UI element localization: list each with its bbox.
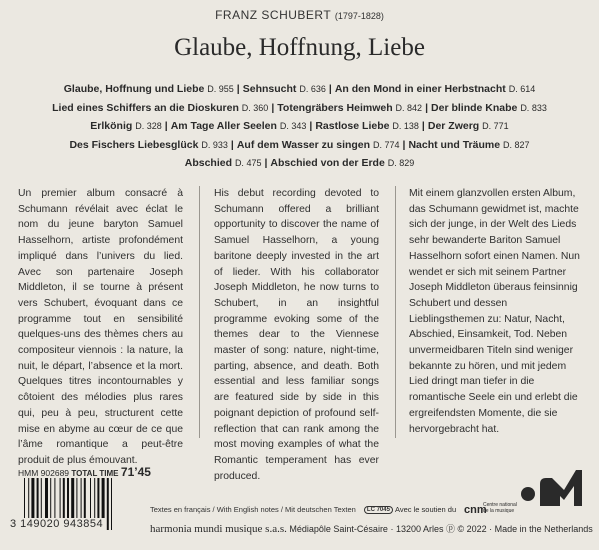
track-title: Auf dem Wasser zu singen xyxy=(236,138,371,151)
track-catalog: D. 833 xyxy=(520,102,547,113)
track-item xyxy=(69,139,227,151)
track-item xyxy=(335,83,535,95)
label-name: harmonia mundi musique s.a.s. xyxy=(150,523,287,535)
track-title: Lied eines Schiffers an die Dioskuren xyxy=(52,101,239,114)
track-item xyxy=(171,120,307,132)
track-title: Sehnsucht xyxy=(242,83,297,95)
track-title: Nacht und Träume xyxy=(408,138,501,151)
label-line xyxy=(150,522,593,535)
track-catalog: D. 771 xyxy=(482,121,509,131)
track-separator: | xyxy=(328,83,332,95)
track-catalog: D. 343 xyxy=(279,121,307,131)
cnm-logo-icon xyxy=(520,460,586,512)
track-title: Erlkönig xyxy=(90,120,133,132)
track-catalog: D. 614 xyxy=(508,84,536,94)
track-item xyxy=(52,102,268,114)
track-item xyxy=(315,120,419,132)
track-catalog: D. 827 xyxy=(503,139,530,150)
tracklist xyxy=(20,80,579,173)
track-title: Rastlose Liebe xyxy=(315,120,390,132)
languages-text: Textes en français / With English notes / Mit deutschen Texten xyxy=(150,505,356,514)
track-separator: | xyxy=(164,120,168,132)
track-title: An den Mond in einer Herbstnacht xyxy=(334,83,506,95)
track-title: Am Tage Aller Seelen xyxy=(170,120,277,132)
track-item xyxy=(90,120,161,132)
track-item xyxy=(431,102,547,114)
support-note: Avec le soutien du xyxy=(395,505,457,514)
composer-header xyxy=(0,8,599,22)
languages-note xyxy=(150,505,393,514)
track-catalog: D. 933 xyxy=(201,139,228,150)
barcode-bar xyxy=(111,478,112,530)
track-catalog: D. 955 xyxy=(207,84,234,94)
track-item xyxy=(277,102,422,114)
track-item xyxy=(270,157,414,169)
album-title: Glaube, Hoffnung, Liebe xyxy=(174,34,425,61)
track-separator: | xyxy=(425,101,429,114)
track-separator: | xyxy=(309,120,313,132)
track-catalog: D. 842 xyxy=(395,102,423,113)
track-item xyxy=(64,83,234,95)
notes-english: His debut recording devoted to Schumann offered a brilliant opportunity to discover the name of Samuel Hasselhorn, a young baritone deeply invested in the art of lieder. With his collaborator Joseph Middleton, he now turns to Schubert, in an insightful programme evoking some of the themes dear to the Viennese master of song: nature, night-time, parting, absence, and death. Both essential and less familiar songs are featured side by side in this poignant depiction of profound self-reflection that can rank among the most moving examples of what the Romantic temperament has ever produced. xyxy=(214,188,379,482)
notes-french: Un premier album consacré à Schumann révélait avec éclat le nom du jeune baryton Samuel Hasselhorn, artiste profondément impliqué dans l’univers du lied. Avec son partenaire Joseph Middleton, il se tourne à présent vers Schubert, évoquant dans ce programme tout en sensibilité quelques-uns des thèmes chers au compositeur viennois : la nature, la nuit, le départ, l’absence et la mort. Quelques titres incontournables y côtoient des mélodies plus rares qui, peu à peu, structurent cette mise en abyme au cœur de ce que l’âme romantique a peut-être produit de plus émouvant. xyxy=(18,188,183,466)
track-item xyxy=(185,157,262,169)
cnm-small-logo-text: cnm xyxy=(464,504,487,516)
track-separator: | xyxy=(230,138,234,151)
cnm-small-text: Centre national de la musique xyxy=(483,502,517,514)
track-catalog: D. 360 xyxy=(241,102,269,113)
tracklist-line xyxy=(20,99,579,118)
tracklist-line xyxy=(20,80,579,99)
track-item xyxy=(408,139,529,151)
track-catalog: D. 636 xyxy=(299,84,326,94)
tracklist-line xyxy=(20,136,579,155)
track-item xyxy=(237,139,400,151)
label-code-logo: LC 7045 xyxy=(364,506,393,514)
track-title: Der Zwerg xyxy=(427,120,480,132)
track-title: Abschied von der Erde xyxy=(270,157,385,169)
track-title: Totengräbers Heimweh xyxy=(277,101,393,114)
track-catalog: D. 774 xyxy=(372,139,400,150)
track-title: Glaube, Hoffnung und Liebe xyxy=(63,83,205,95)
tracklist-line xyxy=(20,117,579,136)
track-title: Des Fischers Liebesglück xyxy=(69,138,199,151)
label-address: Médiapôle Saint-Césaire · 13200 Arles xyxy=(289,524,444,534)
track-catalog: D. 138 xyxy=(392,121,419,131)
total-time-label: TOTAL TIME xyxy=(71,469,119,478)
track-catalog: D. 829 xyxy=(387,158,415,168)
track-title: Abschied xyxy=(184,157,233,169)
track-separator: | xyxy=(271,101,275,114)
track-separator: | xyxy=(236,83,240,95)
track-separator: | xyxy=(421,120,425,132)
notes-german: Mit einem glanzvollen ersten Album, das Schumann gewidmet ist, machte sich der junge, in der Welt des Lieds sehr bewanderte Bariton Samuel Hasselhorn sofort einen Namen. Nun wendet er sich mit seinem Partner Joseph Middleton überaus feinsinnig Schubert und dessen Lieblingsthemen zu: Natur, Nacht, Abschied, Einsamkeit, Tod. Neben unvermeidbaren Titeln sind weniger bekannte zu hören, und mit jedem Lied dringt man tiefer in die romantische Seele ein und erlebt die ergreifendsten Momente, die sie hervorgebracht hat. xyxy=(409,188,580,435)
catalog-line xyxy=(18,465,151,479)
barcode-bar xyxy=(107,478,109,530)
column-divider xyxy=(199,186,200,438)
tracklist-line xyxy=(20,154,579,173)
track-catalog: D. 475 xyxy=(234,158,262,168)
catalog-number: HMM 902689 xyxy=(18,468,70,478)
track-catalog: D. 328 xyxy=(135,121,162,131)
copyright: ⓟ © 2022 · Made in the Netherlands xyxy=(446,524,593,534)
column-divider xyxy=(395,186,396,438)
track-separator: | xyxy=(264,157,268,169)
track-separator: | xyxy=(402,138,406,151)
composer-name: FRANZ SCHUBERT xyxy=(215,8,331,22)
track-title: Der blinde Knabe xyxy=(431,101,518,114)
composer-years: (1797-1828) xyxy=(334,11,384,21)
barcode-number: 3 149020 943854 xyxy=(10,518,104,530)
total-time: 71’45 xyxy=(120,465,151,479)
track-item xyxy=(428,120,509,132)
track-item xyxy=(243,83,326,95)
